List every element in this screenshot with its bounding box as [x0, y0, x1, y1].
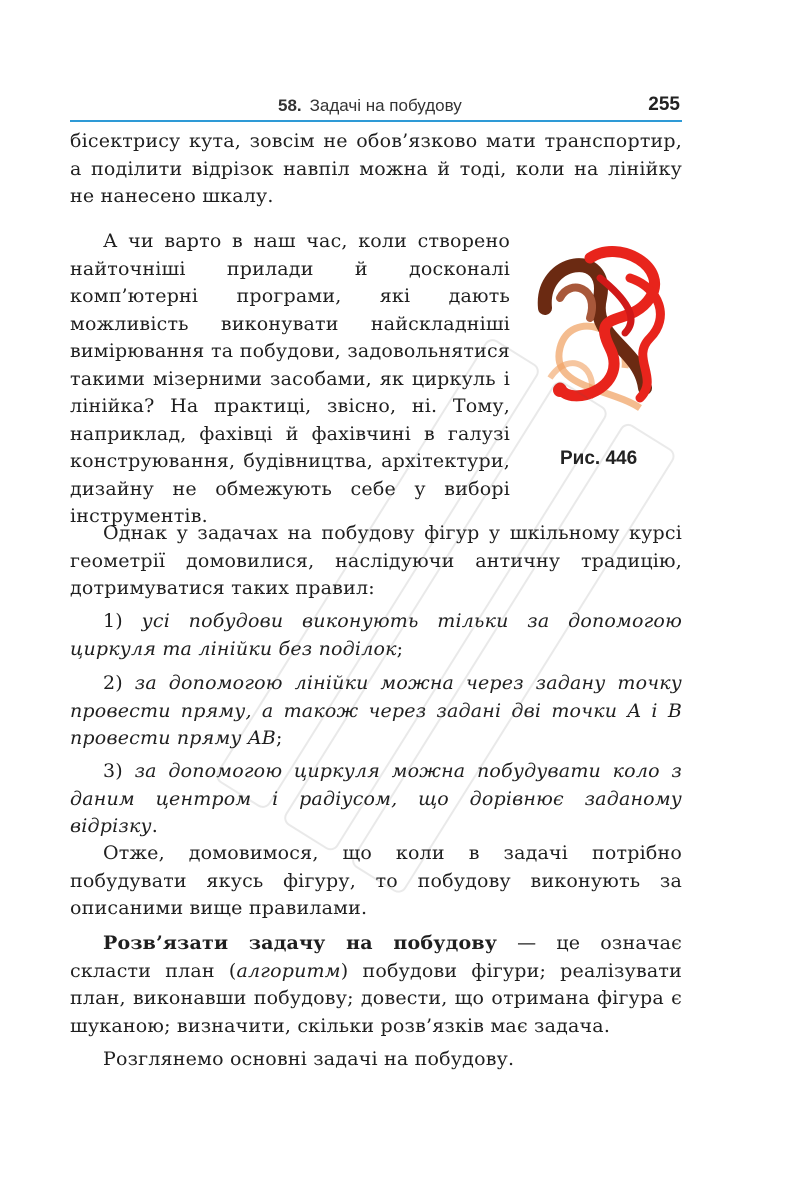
rule-3-end: .: [151, 815, 158, 837]
page-number: 255: [648, 94, 680, 115]
rule-2-number: 2): [103, 672, 123, 694]
paragraph-6: Розглянемо основні задачі на побудову.: [103, 1048, 515, 1070]
definition-term: Розв’язати задачу на побудову: [103, 932, 498, 954]
paragraph-3: Однак у задачах на побудову фігур у шкільному курсі геометрії домовилися, наслідуючи античну традицію, дотримуватися таких правил:: [70, 522, 682, 599]
definition-part-b: ) побудови фігури; реалізувати план, виконавши побудову; довести, що отримана фігура є шуканою; визначити, скільки розв’язків має задача.: [70, 959, 683, 1037]
section-number: 58.: [278, 96, 302, 115]
paragraph-2: А чи варто в наш час, коли створено найточніші прилади й досконалі комп’ютерні програми, які дають можливість виконувати найскладніші вимірювання та побудови, задовольнятися такими мізерними засобами, як циркуль і лінійка? На практиці, звісно, ні. Тому, наприклад, фахівці й фахівчині в галузі конструювання, будівництва, архітектури, дизайну не обмежують себе у виборі інструментів.: [70, 230, 510, 527]
rule-1-end: ;: [396, 637, 404, 660]
rule-2-text: за допомогою лінійки можна через задану точку провести пряму, а також через задані дві точки A і B провести пряму AB: [70, 672, 682, 749]
rule-2: [70, 670, 682, 753]
figure-caption: Рис. 446: [560, 448, 638, 469]
section-title: Задачі на побудову: [309, 96, 462, 115]
rule-1: [70, 608, 682, 663]
rule-3: [70, 758, 682, 841]
figure-446-illustration: [530, 238, 680, 438]
rule-3-number: 3): [103, 760, 123, 782]
rule-1-text: усі побудови виконують тільки за допомогою циркуля та лінійки без поділок: [70, 610, 682, 660]
rule-3-text: за допомогою циркуля можна побудувати коло з даним центром і радіусом, що дорівнює заданому відрізку: [70, 760, 682, 837]
definition-paragraph: [70, 930, 682, 1040]
paragraph-4: Отже, домовимося, що коли в задачі потрібно побудувати якусь фігуру, то побудову виконують за описаними вище правилами.: [70, 842, 682, 919]
definition-part-a: — це означає скласти план (: [70, 932, 682, 982]
rule-1-number: 1): [103, 610, 123, 632]
section-heading: [278, 96, 462, 116]
knot-illustration: [530, 238, 680, 438]
paragraph-1: бісектрису кута, зовсім не обов’язково мати транспортир, а поділити відрізок навпіл можна й тоді, коли на лінійку не нанесено шкалу.: [70, 130, 682, 207]
definition-algorithm: алгоритм: [236, 959, 341, 982]
running-header: [70, 92, 682, 122]
rule-2-end: ;: [275, 727, 283, 749]
